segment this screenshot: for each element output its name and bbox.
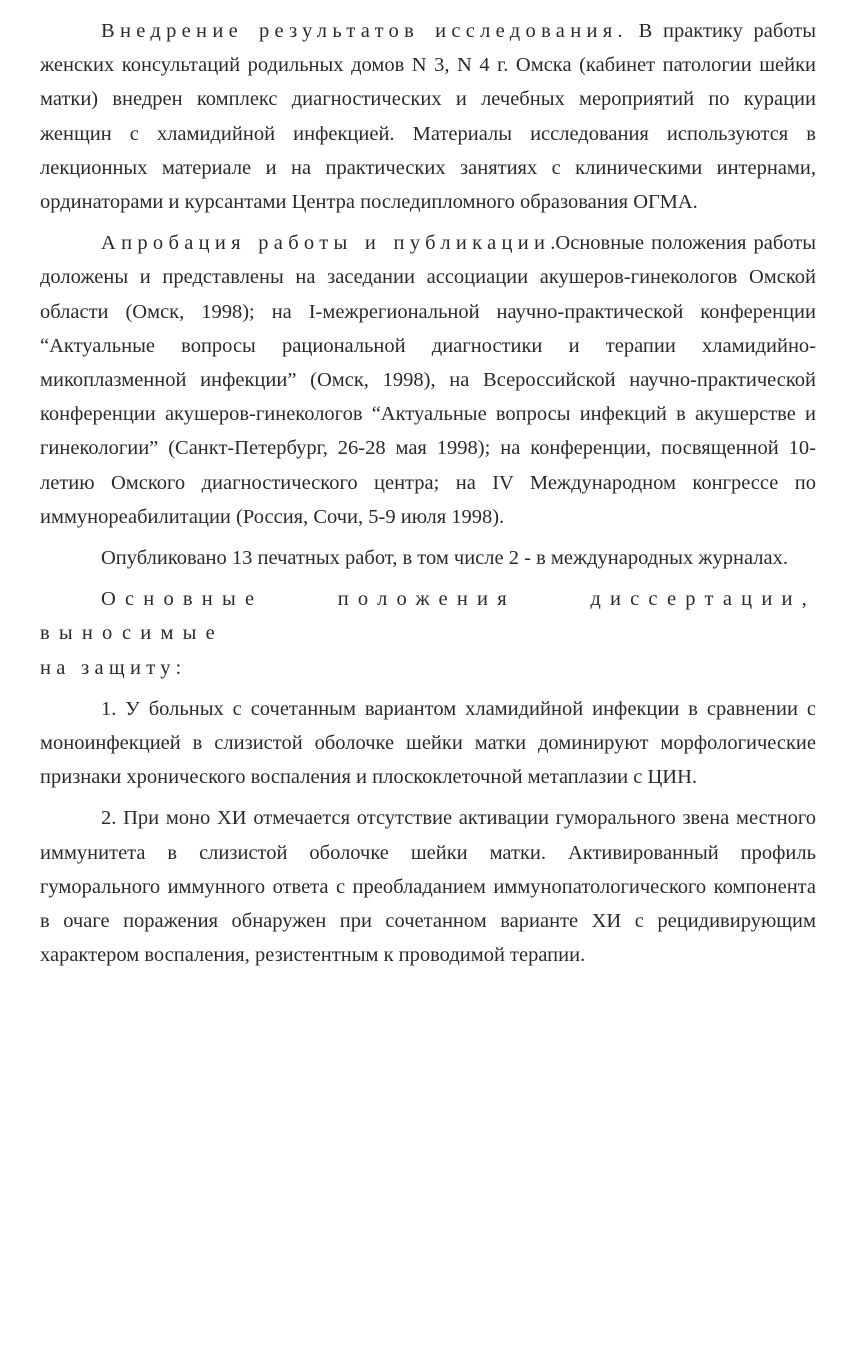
paragraph-implementation bbox=[40, 14, 816, 219]
paragraph-thesis-2-text: 2. При моно ХИ отмечается отсутствие активации гуморального звена местного иммунитета в слизистой оболочке шейки матки. Активированный профиль гуморального иммунного ответа с преобладанием иммунопатологического компонента в очаге поражения обнаружен при сочетанном варианте ХИ с рецидивирующим характером воспаления, резистентным к проводимой терапии. bbox=[40, 807, 816, 967]
paragraph-thesis-1 bbox=[40, 692, 816, 795]
paragraph-publications-text: Опубликовано 13 печатных работ, в том числе 2 - в международных журналах. bbox=[101, 547, 788, 570]
document-page bbox=[40, 14, 816, 979]
paragraph-approbation bbox=[40, 226, 816, 534]
heading-approbation: Апробация работы и публикации bbox=[101, 232, 551, 255]
heading-implementation: Внедрение результатов исследования. bbox=[101, 20, 628, 42]
heading-defense-line1: Основные положения диссертации, выносимые bbox=[40, 588, 816, 645]
heading-defense-line2: на защиту: bbox=[40, 656, 187, 679]
paragraph-thesis-1-text: 1. У больных с сочетанным вариантом хламидийной инфекции в сравнении с моноинфекцией в слизистой оболочке шейки матки доминируют морфологические признаки хронического воспаления и плоскоклеточной метаплазии с ЦИН. bbox=[40, 697, 816, 789]
paragraph-publications bbox=[40, 541, 816, 575]
paragraph-thesis-2 bbox=[40, 801, 816, 972]
paragraph-approbation-text: .Основные положения работы доложены и представлены на заседании ассоциации акушеров-гинекологов Омской области (Омск, 1998); на I-межрегиональной научно-практической конференции “Актуальные вопросы рациональной диагностики и терапии хламидийно-микоплазменной инфекции” (Омск, 1998), на Всероссийской научно-практической конференции акушеров-гинекологов “Актуальные вопросы инфекций в акушерстве и гинекологии” (Санкт-Петербург, 26-28 мая 1998); на конференции, посвященной 10-летию Омского диагностического центра; на IV Международном конгрессе по иммунореабилитации (Россия, Сочи, 5-9 июля 1998). bbox=[40, 232, 816, 528]
paragraph-implementation-text: В практику работы женских консультаций родильных домов N 3, N 4 г. Омска (кабинет патологии шейки матки) внедрен комплекс диагностических и лечебных мероприятий по курации женщин с хламидийной инфекцией. Материалы исследования используются в лекционных материале и на практических занятиях с клиническими интернами, ординаторами и курсантами Центра последипломного образования ОГМА. bbox=[40, 20, 817, 214]
